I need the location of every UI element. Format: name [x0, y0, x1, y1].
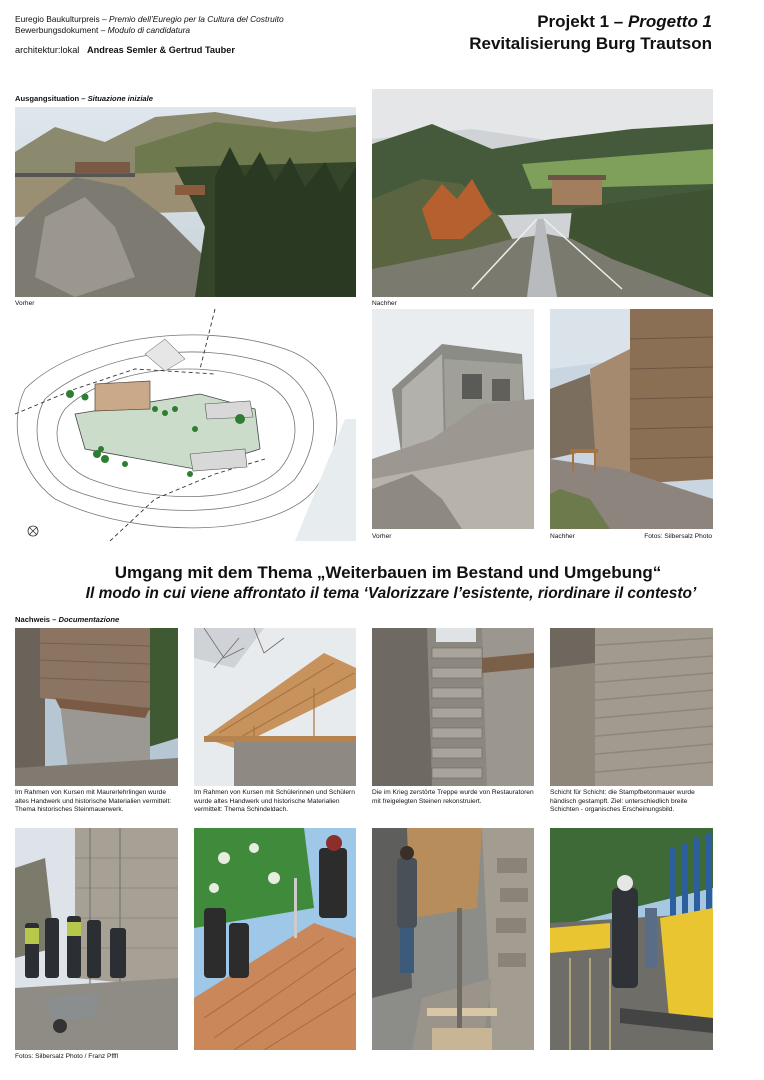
competition-name-de: Euregio Baukulturpreis: [15, 14, 100, 24]
firm-name: architektur:lokal: [15, 45, 80, 55]
photo-stair: [372, 628, 534, 786]
caption-doc-4: Schicht für Schicht: die Stampfbetonmauer wurde händisch gestampft. Ziel: unterschiedlich breite Schichten - organisches Erscheinungsbild.: [550, 789, 695, 814]
photo-masons: [15, 828, 178, 1050]
competition-name-it: Premio dell’Euregio per la Cultura del Costruito: [109, 14, 284, 24]
caption-after-2: Nachher: [550, 533, 575, 540]
theme-heading-de: Umgang mit dem Thema „Weiterbauen im Bestand und Umgebung“: [114, 563, 662, 582]
document-type-de: Bewerbungsdokument: [15, 25, 99, 35]
photo-restorers: [372, 828, 534, 1050]
section-label-documentation: Nachweis – Documentazione: [15, 615, 120, 624]
project-title: Revitalisierung Burg Trautson: [469, 34, 712, 53]
caption-doc-3: Die im Krieg zerstörte Treppe wurde von Restauratoren mit freigelegten Steinen rekonstruiert.: [372, 789, 534, 805]
caption-doc-2: Im Rahmen von Kursen mit Schülerinnen und Schülern wurde altes Handwerk und historische Materialien vermittelt: Thema Schindeldach.: [194, 789, 355, 814]
caption-after: Nachher: [372, 300, 397, 307]
architects-line: [15, 45, 235, 56]
architect-names: Andreas Semler & Gertrud Tauber: [87, 45, 235, 55]
document-type-it: Modulo di candidatura: [107, 25, 191, 35]
photo-roofers: [194, 828, 356, 1050]
caption-before-2: Vorher: [372, 533, 392, 540]
photo-roof-frame: [194, 628, 356, 786]
photo-formwork: [550, 828, 713, 1050]
photo-ruin-before: [372, 309, 534, 529]
photo-layered-wall: [550, 628, 713, 786]
photo-credit-2: Fotos: Silbersalz Photo / Franz Pfffl: [15, 1053, 119, 1060]
header-line-1: Euregio Baukulturpreis – Premio dell’Euregio per la Cultura del Costruito: [15, 14, 284, 24]
caption-doc-1: Im Rahmen von Kursen mit Maurerlehrlingen wurde altes Handwerk und historische Materialien vermittelt: Thema historisches Steinmauerwerk.: [15, 789, 172, 814]
photo-castle-before: [15, 107, 356, 297]
section-label-initial: Ausgangsituation – Situazione iniziale: [15, 94, 153, 103]
header-line-2: Bewerbungsdokument – Modulo di candidatura: [15, 25, 191, 35]
site-plan: [15, 309, 356, 541]
photo-rammed-wall: [15, 628, 178, 786]
caption-before: Vorher: [15, 300, 35, 307]
photo-path-after: [550, 309, 713, 529]
photo-credit-1: Fotos: Silbersalz Photo: [644, 533, 712, 540]
photo-castle-after: [372, 89, 713, 297]
project-number: Projekt 1 – Progetto 1: [537, 12, 712, 31]
theme-heading-it: Il modo in cui viene affrontato il tema ‘Valorizzare l’esistente, riordinare il contesto’: [85, 585, 697, 602]
